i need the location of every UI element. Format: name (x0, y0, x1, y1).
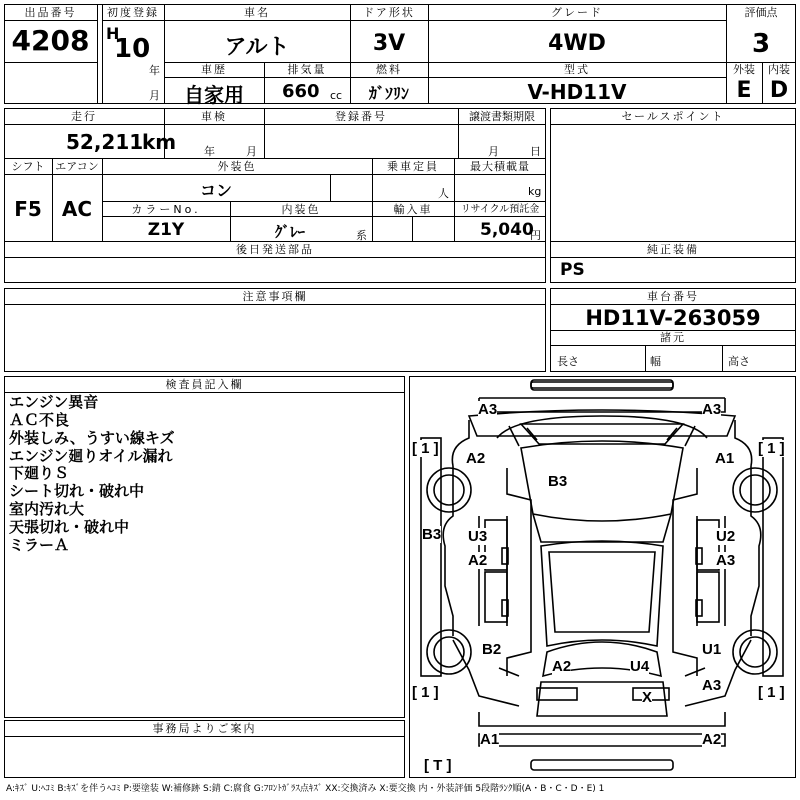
transfer-month-unit: 月 (488, 145, 499, 158)
score: 3 (751, 29, 771, 59)
caution-label: 注意事項欄 (242, 290, 308, 303)
mark-fender-right: A1 (715, 450, 735, 467)
chassis-number: HD11V-263059 (585, 306, 761, 330)
door-label: ドア形状 (363, 6, 415, 19)
interior-grade: D (769, 78, 789, 103)
year-unit: 年 (149, 64, 160, 77)
grade-label: グレード (551, 6, 603, 19)
recycle-unit: 円 (530, 229, 541, 242)
history: 自家用 (184, 83, 244, 107)
aircon-label: エアコン (55, 160, 99, 173)
mark-left-door-top: U3 (468, 528, 488, 545)
mark-tire-fr: [ 1 ] (758, 440, 785, 457)
ext-color-label: 外装色 (217, 160, 257, 173)
inspector-line: エンジン廻りオイル漏れ (9, 447, 173, 465)
transfer-deadline-label: 譲渡書類期限 (469, 110, 535, 123)
mark-fender-left: A2 (466, 450, 486, 467)
mark-tire-fl: [ 1 ] (412, 440, 439, 457)
mileage-unit: km (142, 130, 177, 154)
int-color-suffix: 系 (356, 229, 367, 242)
car-name: アルト (224, 35, 290, 60)
mark-tire-rr: [ 1 ] (758, 684, 785, 701)
displacement: 660 (282, 81, 320, 102)
capacity-label: 乗車定員 (387, 160, 439, 173)
mark-tire-rl: [ 1 ] (412, 684, 439, 701)
int-color-label: 内装色 (281, 203, 321, 216)
inspection-label: 車検 (201, 110, 227, 123)
height-label: 高さ (728, 355, 750, 368)
first-reg-label: 初度登録 (107, 6, 159, 19)
mark-rear-right-lower: A3 (702, 677, 722, 694)
chassis-label: 車台番号 (647, 290, 699, 303)
color-no: Z1Y (147, 220, 185, 240)
mark-front-left-bumper: A3 (478, 401, 498, 418)
max-load-label: 最大積載量 (470, 160, 530, 173)
sales-point-label: セールスポイント (621, 110, 725, 123)
model-code: V-HD11V (527, 80, 627, 104)
max-load-unit: kg (528, 185, 542, 198)
mark-rear-left-bumper: A1 (480, 731, 500, 748)
inspector-line: ミラーＡ (9, 536, 70, 554)
lot-number: 4208 (11, 24, 90, 57)
recycle-amount: 5,040 (480, 220, 534, 240)
equipment-label: 純正装備 (647, 243, 699, 256)
inspector-line: シート切れ・破れ中 (9, 482, 145, 500)
int-color: ｸﾞﾚｰ (274, 223, 305, 241)
shift-label: シフト (11, 160, 45, 173)
capacity-unit: 人 (438, 187, 449, 200)
grade: 4WD (548, 31, 606, 56)
lot-number-label: 出品番号 (24, 6, 77, 19)
mark-left-door-bottom: A2 (468, 552, 488, 569)
reg-year: 10 (114, 34, 151, 64)
inspector-line: ＡＣ不良 (9, 411, 70, 429)
car-outline-diagram (409, 376, 796, 778)
shift: F5 (14, 197, 42, 221)
mark-back-door: X (642, 689, 653, 706)
mark-roof-left: A2 (552, 658, 572, 675)
car-name-label: 車名 (244, 6, 270, 19)
inspector-line: 天張切れ・破れ中 (9, 518, 130, 536)
interior-label: 内装 (768, 63, 790, 76)
fuel: ｶﾞｿﾘﾝ (368, 84, 409, 103)
mark-roof-right: U4 (630, 658, 650, 675)
equipment: PS (560, 260, 585, 280)
displacement-label: 排気量 (287, 63, 327, 76)
inspector-label: 検査員記入欄 (165, 378, 244, 391)
month-unit: 月 (149, 89, 160, 102)
length-label: 長さ (557, 355, 579, 368)
inspector-line: エンジン異音 (9, 393, 99, 411)
model-label: 型式 (564, 63, 590, 76)
width-label: 幅 (650, 355, 661, 368)
mileage: 52,211 (66, 130, 144, 154)
displacement-unit: cc (330, 89, 343, 102)
specs-label: 諸元 (660, 331, 686, 344)
mark-front-right-bumper: A3 (702, 401, 722, 418)
ext-color: コン (199, 181, 232, 200)
transfer-day-unit: 日 (530, 145, 541, 158)
legend: A:ｷｽﾞ U:ﾍｺﾐ B:ｷｽﾞを伴うﾍｺﾐ P:要塗装 W:補修跡 S:錆 C:腐食 G:ﾌﾛﾝﾄｶﾞﾗｽ点ｷｽﾞ XX:交換済み X:要交換 内・外装評価 5段階ﾗﾝｸ順(A・B・C・D・E) 1 (6, 784, 605, 794)
import-label: 輸入車 (393, 203, 433, 216)
history-label: 車歴 (201, 63, 227, 76)
inspector-line: 室内汚れ大 (9, 500, 85, 518)
mark-left-side: B3 (422, 526, 442, 543)
reg-number-label: 登録番号 (335, 110, 387, 123)
mark-rear-right-qtr: U1 (702, 641, 722, 658)
color-no-label: カラーNo. (131, 203, 201, 216)
mark-right-door-top: U2 (716, 528, 736, 545)
inspection-month-unit: 月 (246, 145, 257, 158)
mark-right-door-bottom: A3 (716, 552, 736, 569)
mark-rear-right-bumper: A2 (702, 731, 722, 748)
inspection-year-unit: 年 (204, 145, 215, 158)
aircon: AC (61, 197, 93, 221)
inspector-line: 下廻りＳ (9, 464, 70, 482)
fuel-label: 燃料 (376, 63, 402, 76)
recycle-label: リサイクル預託金 (460, 204, 540, 215)
mark-trunk-box: [ T ] (424, 757, 452, 774)
mileage-label: 走行 (71, 110, 97, 123)
mark-rear-left-qtr: B2 (482, 641, 502, 658)
door-type: 3V (372, 31, 406, 56)
later-parts-label: 後日発送部品 (236, 243, 314, 256)
office-label: 事務局よりご案内 (152, 722, 257, 735)
score-label: 評価点 (744, 6, 778, 19)
mark-hood: B3 (548, 473, 568, 490)
exterior-label: 外装 (733, 63, 755, 76)
exterior-grade: E (736, 78, 752, 103)
inspector-line: 外装しみ、うすい線キズ (9, 429, 175, 447)
era-letter: H (106, 24, 120, 43)
